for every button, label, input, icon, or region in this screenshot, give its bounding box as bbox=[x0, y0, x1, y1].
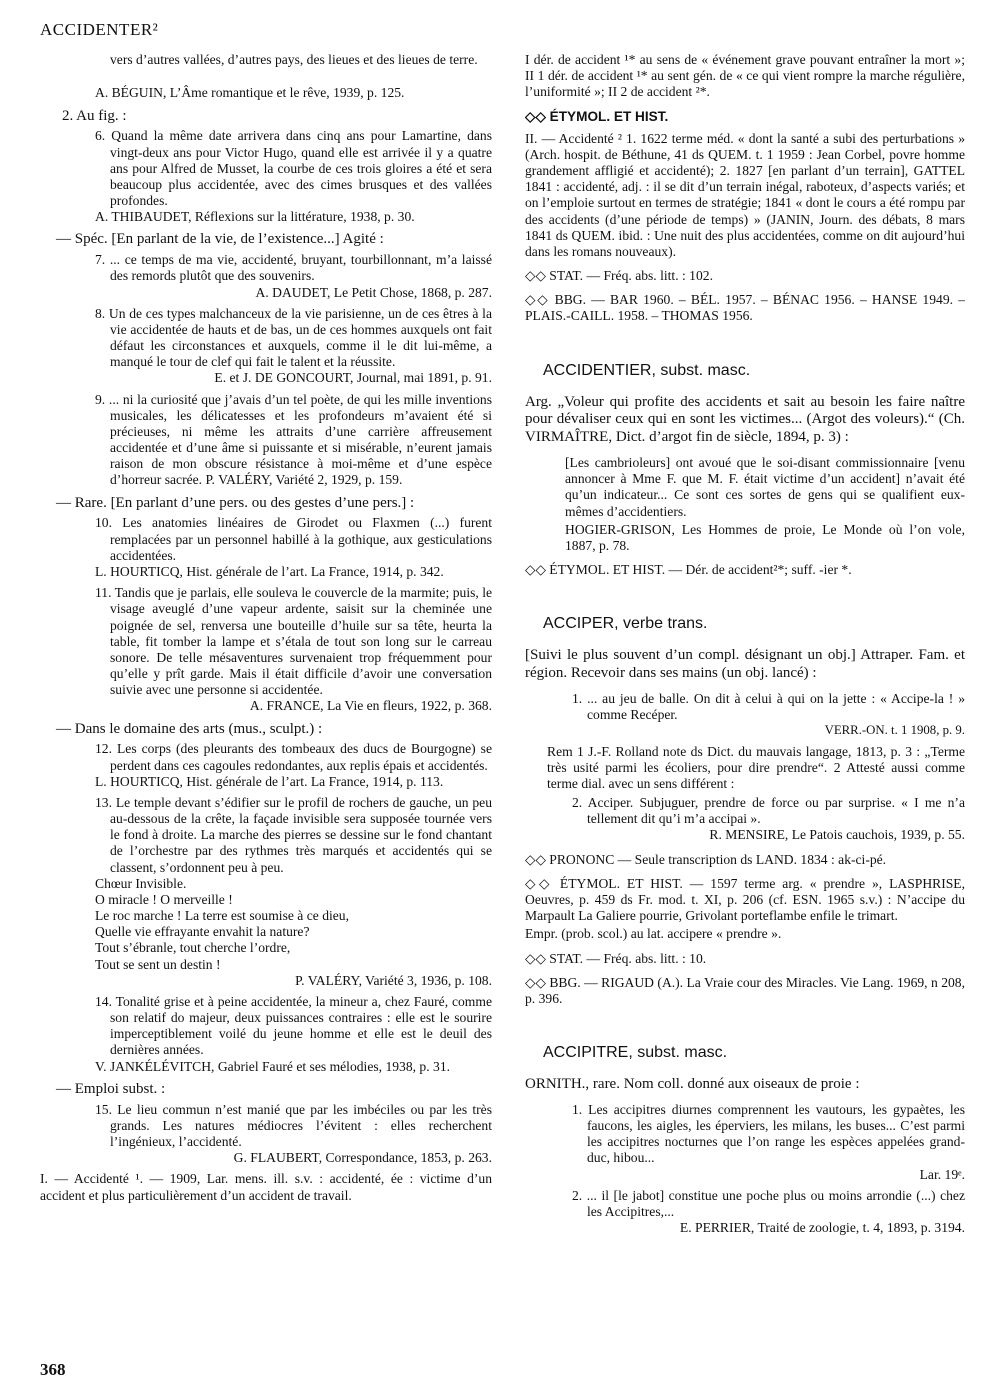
example-text: 15. Le lieu commun n’est manié que par les imbéciles ou par les très grands. Les natures médiocres l’évitent : elles recherchent l’ingénieux, l’accidenté. bbox=[95, 1101, 492, 1150]
example-text: 1. ... au jeu de balle. On dit à celui à qui on la jette : « Accipe-la ! » comme Recéper. bbox=[572, 691, 965, 723]
example-11 bbox=[95, 585, 492, 714]
example-13 bbox=[95, 794, 492, 989]
subsense-heading: — Emploi subst. : bbox=[56, 1080, 166, 1097]
example-text: 12. Les corps (des pleurants des tombeaux des ducs de Bourgogne) se perdent dans ces cagoules redondantes, aux replis épais et accidentés. bbox=[95, 741, 492, 773]
headword-acciper: ACCIPER, verbe trans. bbox=[543, 615, 708, 633]
example-text: 1. Les accipitres diurnes comprennent les vautours, les gypaètes, les faucons, les aigles, les éperviers, les milans, les buses... C’est parmi les accipitres nocturnes que l’on range les espèces appelées grand-duc, hibou... bbox=[572, 1101, 965, 1166]
example-source: VERR.-ON. t. 1 1908, p. 9. bbox=[824, 723, 965, 738]
verse-line: Chœur Invisible. bbox=[95, 875, 187, 891]
example-text: 8. Un de ces types malchanceux de la vie parisienne, un de ces êtres à la vie accidentée de hauts et de bas, un de ces hommes auxquels ont fait défaut les circonstances et auxquels, comme il le dit lui-même, a manqué le tour de clef qui fait le talent et la réussite. bbox=[95, 305, 492, 370]
running-head: ACCIDENTER² bbox=[40, 20, 159, 39]
etym-body: II. — Accidenté ² 1. 1622 terme méd. « dont la santé a subi des perturbations » (Arch. hospit. de Béthune, 41 ds QUEM. t. 1 1959 : Jean Corbel, povre homme grandement affligié et accidenté); 2. 1827 [en parlant d’un terrain], GATTEL 1841 : accidenté, adj. : il se dit d’un terrain inégal, raboteux, d’aspects variés; et on l’emploie surtout en termes de stratégie; 1841 « dont le cours a été rompu par des accidents (d’une période de temps) » (JANIN, Journ. des débats, 8 mars 1841 ds QUEM. ibid. : Une nuit des plus accidentées, comme on dit aujourd’hui dans les romans nouveaux). bbox=[525, 130, 965, 259]
headword-accipitre: ACCIPITRE, subst. masc. bbox=[543, 1044, 728, 1062]
remark: Rem 1 J.-F. Rolland note ds Dict. du mauvais langage, 1813, p. 3 : „Terme très usité parmi les écoliers, pour dire prendre“. 2 Attesté aussi comme terme dial. avec un sens différent : bbox=[547, 743, 965, 791]
example-6 bbox=[95, 128, 492, 225]
section-etymol: ◇◇ ÉTYMOL. ET HIST. — Dér. de accident²*; suff. -ier *. bbox=[525, 562, 852, 578]
headword-accidentier: ACCIDENTIER, subst. masc. bbox=[543, 361, 751, 379]
example-text: 14. Tonalité grise et à peine accidentée, la mineur a, chez Fauré, comme son relatif do majeur, deux puissances contraires : elle est le sourire imperceptiblement voilé du jeune homme et elle est le deuil des dernières années. bbox=[95, 993, 492, 1058]
section-etymol: ◇◇ ÉTYMOL. ET HIST. — 1597 terme arg. « prendre », LASPHRISE, Oeuvres, p. 459 ds Fr. mod. t. XI, p. 206 (cf. ESN. 1965 s.v.) : N’accipe du Marpault La Galiere pourrie, Grivolant porteflambe enfile le trimart. bbox=[525, 875, 965, 924]
etym-intro: I dér. de accident ¹* au sens de « événement grave pouvant entraîner la mort »; II 1 dér. de accident ¹* au sent gén. de « ce qui vient rompre la marche régulière, l’uniformité »; II 2 de accident ²*. bbox=[525, 52, 965, 100]
section-stat: ◇◇ STAT. — Fréq. abs. litt. : 10. bbox=[525, 950, 707, 966]
example-text: 10. Les anatomies linéaires de Girodet ou Flaxmen (...) furent remplacées par un personnel habillé à la gothique, aux gesticulations accidentées. bbox=[95, 515, 492, 563]
section-bbg: ◇◇ BBG. — RIGAUD (A.). La Vraie cour des Miracles. Vie Lang. 1969, n 208, p. 396. bbox=[525, 974, 965, 1006]
example-text: 6. Quand la même date arrivera dans cinq ans pour Lamartine, dans vingt-deux ans pour Victor Hugo, quand elle est arrivée il y a quatre ans pour Alfred de Musset, la courbe de ces trois gloires a été et sera beaucoup plus accidentée, avec des cimes brusques et des vallées profondes. bbox=[95, 128, 492, 209]
example-text: 7. ... ce temps de ma vie, accidenté, bruyant, tourbillonnant, m’a laissé des remords plutôt que des souvenirs. bbox=[95, 252, 492, 284]
example-source: V. JANKÉLÉVITCH, Gabriel Fauré et ses mélodies, 1938, p. 31. bbox=[95, 1058, 451, 1074]
example-text: 2. Acciper. Subjuguer, prendre de force ou par surprise. « I me n’a tellement dit qu’i m’a accipai ». bbox=[572, 795, 965, 827]
example-source: L. HOURTICQ, Hist. générale de l’art. La France, 1914, p. 342. bbox=[95, 564, 444, 579]
example-source: A. FRANCE, La Vie en fleurs, 1922, p. 368. bbox=[249, 698, 492, 714]
origin-note-1: I. — Accidenté ¹. — 1909, Lar. mens. ill. s.v. : accidenté, ée : victime d’un accident et plus particulièrement d’un accident de travail. bbox=[40, 1171, 492, 1203]
citation-source: HOGIER-GRISON, Les Hommes de proie, Le Monde où l’on vole, 1887, p. 78. bbox=[565, 521, 965, 553]
definition: ORNITH., rare. Nom coll. donné aux oiseaux de proie : bbox=[525, 1076, 860, 1093]
verse-line: Tout se sent un destin ! bbox=[95, 956, 221, 972]
verse-line: Le roc marche ! La terre est soumise à ce dieu, bbox=[95, 908, 350, 924]
example-source: A. THIBAUDET, Réflexions sur la littérature, 1938, p. 30. bbox=[95, 209, 415, 225]
verse-line: Quelle vie effrayante envahit la nature? bbox=[95, 924, 310, 940]
example-source: R. MENSIRE, Le Patois cauchois, 1939, p. 55. bbox=[709, 827, 965, 843]
example-10 bbox=[95, 515, 492, 580]
subsense-heading: — Rare. [En parlant d’une pers. ou des gestes d’une pers.] : bbox=[56, 494, 415, 511]
subsense-heading: — Dans le domaine des arts (mus., sculpt.) : bbox=[56, 720, 323, 737]
example-source: G. FLAUBERT, Correspondance, 1853, p. 263. bbox=[233, 1150, 492, 1166]
example-7 bbox=[95, 252, 492, 301]
example-text: vers d’autres vallées, d’autres pays, des lieues et des lieues de terre. bbox=[110, 52, 478, 67]
sense-heading: 2. Au fig. : bbox=[62, 107, 127, 124]
example-9 bbox=[95, 391, 492, 489]
example-text: 9. ... ni la curiosité que j’avais d’un tel poète, de qui les mille inventions musicales, les délicatesses et les profondeurs m’avaient été si précieuses, ni même les attraits d’une carrière affreusement accidentée et d’une âme si puissante et si misérable, n’eurent jamais raison de mon obscure résistance à moi-même et d’une espèce d’horreur sacrée. bbox=[95, 391, 492, 488]
verse-line: Tout s’ébranle, tout cherche l’ordre, bbox=[95, 940, 291, 956]
example-source: Lar. 19ᵉ. bbox=[919, 1166, 965, 1182]
example-1 bbox=[572, 691, 965, 739]
example-text: 11. Tandis que je parlais, elle souleva le couvercle de la marmite; puis, le visage aveuglé d’une vapeur ardente, saisit sur la cheminée une poignée de sel, renversa une bouteille d’huile sur sa tête, heurta la table, fit tomber la lampe et s’étala de tout son long sur le carreau sonore. De telle mésaventures survenaient trop fréquemment pour qu’elle y prît garde. Mais il était difficile d’avoir une conversation suivie avec une personne si accidentée. bbox=[95, 585, 492, 698]
example-2 bbox=[572, 795, 965, 844]
example-14 bbox=[95, 993, 492, 1075]
example-source: P. VALÉRY, Variété 3, 1936, p. 108. bbox=[295, 972, 492, 988]
example-source: E. et J. DE GONCOURT, Journal, mai 1891, p. 91. bbox=[214, 370, 492, 386]
example-1 bbox=[572, 1101, 965, 1183]
example-text: 2. ... il [le jabot] constitue une poche plus ou moins arrondie (...) chez les Accipitres,... bbox=[572, 1187, 965, 1219]
left-column bbox=[40, 52, 492, 1352]
section-etymol: ◇◇ ÉTYMOL. ET HIST. bbox=[525, 108, 669, 124]
section-bbg: ◇◇ BBG. — BAR 1960. – BÉL. 1957. – BÉNAC 1956. – HANSE 1949. – PLAIS.-CAILL. 1958. – THOMAS 1956. bbox=[525, 292, 965, 324]
example-text: 13. Le temple devant s’édifier sur le profil de rochers de gauche, un peu au-dessous de la crête, la façade invisible sera supposée tournée vers le fond à droite. La marche des pierres se dessine sur le fond chantant de l’orchestre par des rythmes très marqués et accidentés qui se classent, s’ordonnent peu à peu. bbox=[95, 794, 492, 875]
example-12 bbox=[95, 741, 492, 790]
example-source: A. BÉGUIN, L’Âme romantique et le rêve, 1939, p. 125. bbox=[95, 85, 405, 101]
section-prononc: ◇◇ PRONONC — Seule transcription ds LAND. 1834 : ak-ci-pé. bbox=[525, 851, 887, 867]
example-source: E. PERRIER, Traité de zoologie, t. 4, 1893, p. 3194. bbox=[679, 1220, 965, 1236]
citation: [Les cambrioleurs] ont avoué que le soi-disant commissionnaire [venu annoncer à Mme F. que M. F. était victime d’un accident] n’avait été qu’un indicateur... Ce sont ces sortes de gens qui se qualifient eux-mêmes d’accidentiers. bbox=[565, 455, 965, 519]
example-source: A. DAUDET, Le Petit Chose, 1868, p. 287. bbox=[255, 284, 492, 300]
definition: Arg. „Voleur qui profite des accidents et sait au besoin les faire naître pour dévaliser ceux qui en sont les victimes... (Argot des voleurs).“ (Ch. VIRMAÎTRE, Dict. d’argot fin de siècle, 1894, p. 3) : bbox=[525, 393, 965, 446]
subsense-heading: — Spéc. [En parlant de la vie, de l’existence...] Agité : bbox=[56, 231, 384, 248]
example-2 bbox=[572, 1187, 965, 1237]
example-source: L. HOURTICQ, Hist. générale de l’art. La France, 1914, p. 113. bbox=[95, 773, 444, 789]
example-8 bbox=[95, 305, 492, 387]
verse-line: O miracle ! O merveille ! bbox=[95, 891, 233, 907]
page-number: 368 bbox=[40, 1360, 66, 1379]
definition: [Suivi le plus souvent d’un compl. désignant un obj.] Attraper. Fam. et région. Recevoir dans ses mains (un obj. lancé) : bbox=[525, 647, 965, 682]
etym-note: Empr. (prob. scol.) au lat. accipere « prendre ». bbox=[525, 926, 782, 942]
example-source: P. VALÉRY, Variété 2, 1929, p. 159. bbox=[205, 472, 403, 488]
example-5-continuation bbox=[110, 52, 492, 68]
example-15 bbox=[95, 1101, 492, 1167]
section-stat: ◇◇ STAT. — Fréq. abs. litt. : 102. bbox=[525, 268, 713, 284]
right-column bbox=[525, 52, 965, 1352]
